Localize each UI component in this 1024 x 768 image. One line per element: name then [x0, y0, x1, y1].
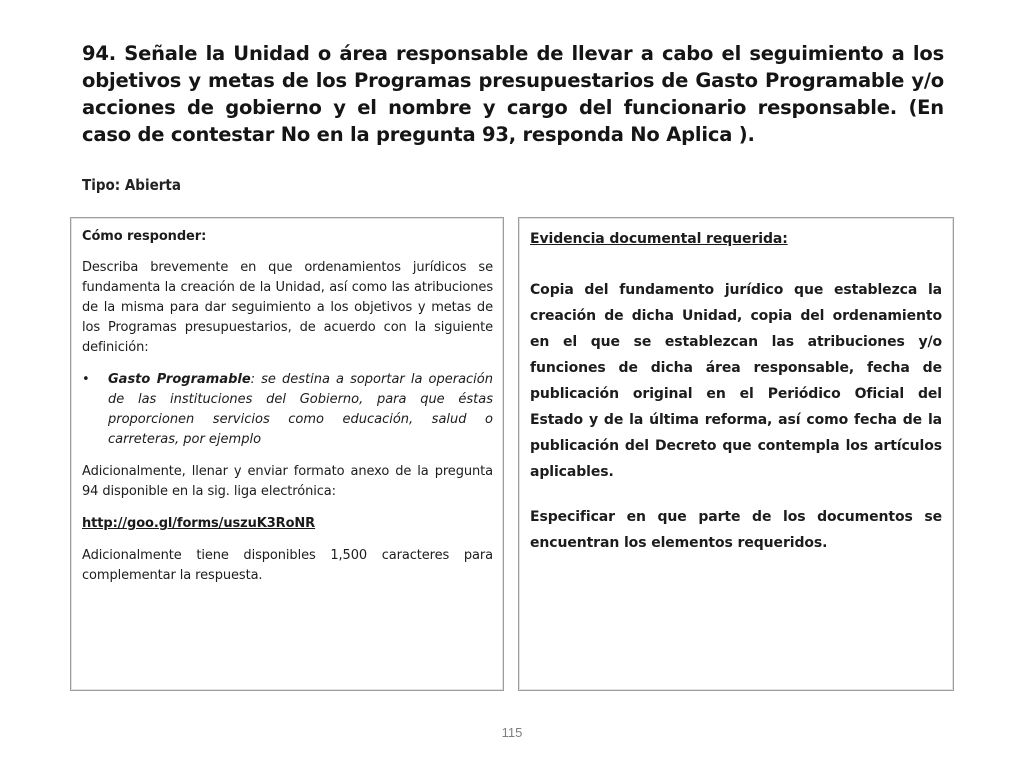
required-evidence-description: Copia del fundamento jurídico que establezca la creación de dicha Unidad, copia del ordenamiento en el que se establezcan las atribuciones y/o funciones de dicha área responsable, fecha de publicación original en el Periódico Oficial del Estado y de la última reforma, así como fecha de la publicación del Decreto que contempla los artículos aplicables.: [530, 282, 942, 480]
question-type: Tipo: Abierta: [82, 176, 181, 194]
form-link[interactable]: http://goo.gl/forms/uszuK3RoNR: [82, 516, 316, 531]
required-evidence-panel: [518, 217, 954, 691]
question-title: 94. Señale la Unidad o área responsable de llevar a cabo el seguimiento a los objetivos y metas de los Programas presupuestarios de Gasto Programable y/o acciones de gobierno y el nombre y cargo del funcionario responsable. (En caso de contestar No en la pregunta 93, responda No Aplica ).: [82, 42, 944, 146]
form-link-row: [82, 514, 493, 534]
definition-term: Gasto Programable: [108, 372, 251, 387]
definition-bullet: [82, 370, 493, 450]
required-evidence-heading: Evidencia documental requerida:: [530, 231, 788, 247]
how-to-answer-heading: Cómo responder:: [82, 229, 207, 244]
required-evidence-specification: Especificar en que parte de los documentos se encuentran los elementos requeridos.: [530, 509, 942, 551]
character-limit-note: Adicionalmente tiene disponibles 1,500 caracteres para complementar la respuesta.: [82, 548, 493, 583]
definition-body: : se destina a soportar la operación de las instituciones del Gobierno, para que éstas proporcionen servicios como educación, salud o carreteras, por ejemplo: [108, 372, 493, 447]
definition-text: [108, 370, 493, 450]
page-number: 115: [501, 725, 523, 740]
form-instructions: Adicionalmente, llenar y enviar formato anexo de la pregunta 94 disponible en la sig. liga electrónica:: [82, 464, 493, 499]
how-to-answer-description: Describa brevemente en que ordenamientos jurídicos se fundamenta la creación de la Unidad, así como las atribuciones de la misma para dar seguimiento a los objetivos y metas de los Programas presupuestarios, de acuerdo con la siguiente definición:: [82, 260, 493, 355]
bullet-dot-icon: •: [82, 372, 90, 387]
how-to-answer-panel: [70, 217, 504, 691]
